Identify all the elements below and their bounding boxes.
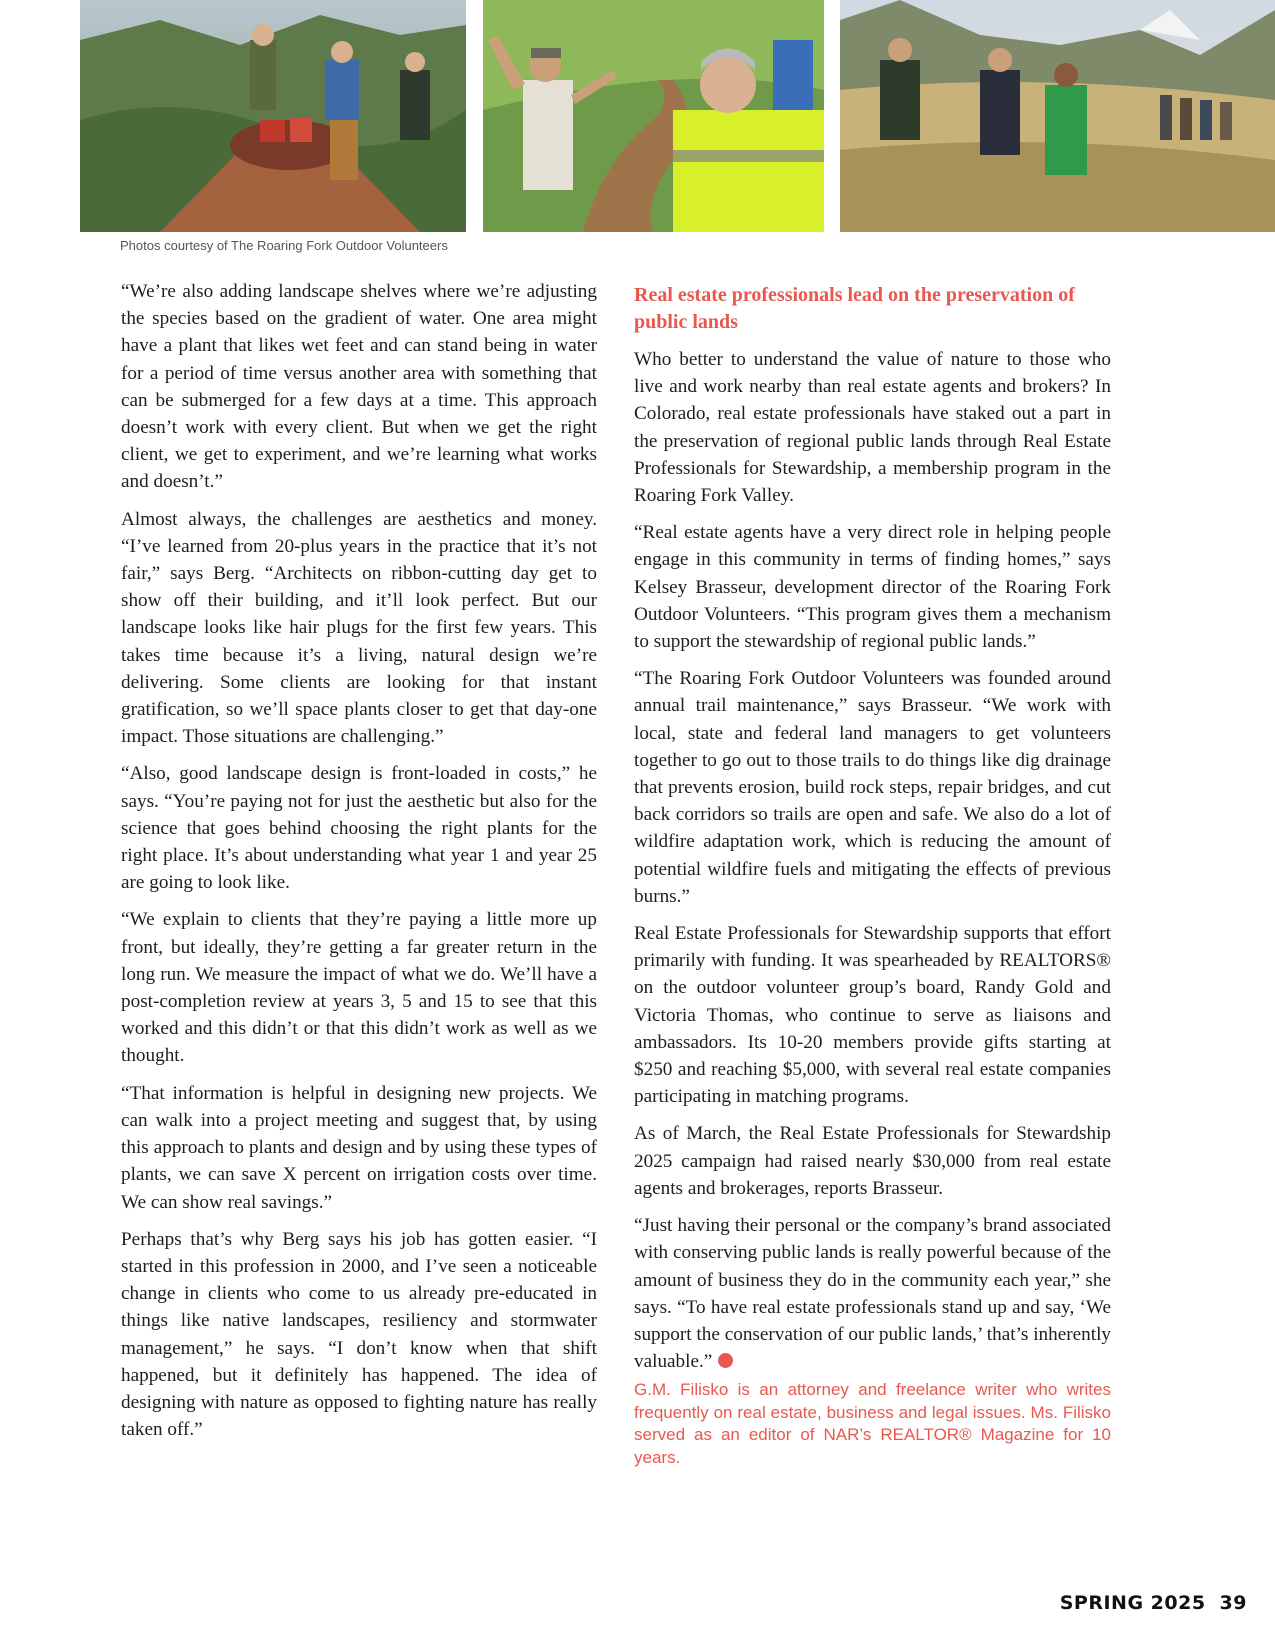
body-paragraph: Who better to understand the value of nature to those who live and work nearby than real estate agents and brokers? In Colorado, real estate professionals have staked out a part in the preservation of regional public lands through Real Estate Professionals for Stewardship, a membership program in the Roaring Fork Valley. <box>634 349 1111 507</box>
section-heading: Real estate professionals lead on the preservation of public lands <box>634 284 1075 333</box>
photo-meadow-hikers <box>840 0 1275 232</box>
closing-text: “Just having their personal or the company’s brand associated with conserving public lands is really powerful because of the amount of business they do in the community each year,” she says. “To have real estate professionals stand up and say, ‘We support the conservation of our public lands,’ that’s inherently valuable.” <box>634 1215 1111 1373</box>
page-folio <box>1060 1592 1247 1614</box>
issue-label: SPRING 2025 <box>1059 1592 1206 1614</box>
body-paragraph: Real Estate Professionals for Stewardship supports that effort primarily with funding. It was spearheaded by REALTORS® on the outdoor volunteer group’s board, Randy Gold and Victoria Thomas, who continue to serve as liaisons and ambassadors. Its 10-20 members provide gifts starting at $250 and reaching $5,000, with several real estate companies participating in matching programs. <box>634 923 1111 1108</box>
body-paragraph: Almost always, the challenges are aesthetics and money. “I’ve learned from 20-plus years in the practice that it’s not fair,” says Berg. “Architects on ribbon-cutting day get to show off their building, and it’ll look perfect. But our landscape looks like hair plugs for the first few years. This takes time because it’s a living, natural design we’re delivering. Some clients are looking for that instant gratification, so we’ll space plants closer to get that day-one impact. Those situations are challenging.” <box>121 508 597 748</box>
body-paragraph: As of March, the Real Estate Professionals for Stewardship 2025 campaign had raised nearly $30,000 from real estate agents and brokerages, reports Brasseur. <box>634 1123 1111 1199</box>
photo-trail-wheelbarrow <box>80 0 466 232</box>
photo-caption: Photos courtesy of The Roaring Fork Outdoor Volunteers <box>120 238 448 253</box>
page-number: 39 <box>1219 1592 1247 1614</box>
body-paragraph: “We explain to clients that they’re paying a little more up front, but ideally, they’re getting a far greater return in the long run. We measure the impact of what we do. We’ll have a post-completion review at years 3, 5 and 15 to see that this worked and this didn’t or that this didn’t work as well as we thought. <box>121 909 597 1067</box>
body-paragraph: “Real estate agents have a very direct role in helping people engage in this community in terms of finding homes,” says Kelsey Brasseur, development director of the Roaring Fork Outdoor Volunteers. “This program gives them a mechanism to support the stewardship of regional public lands.” <box>634 522 1111 653</box>
body-paragraph: Perhaps that’s why Berg says his job has gotten easier. “I started in this profession in 2000, and I’ve seen a noticeable change in clients who come to us already pre-educated in things like native landscapes, resiliency and stormwater management,” he says. “I don’t know when that shift happened, but it definitely has happened. The idea of designing with nature as opposed to fighting nature has really taken off.” <box>121 1228 597 1441</box>
end-mark-icon <box>718 1353 733 1368</box>
left-column <box>121 278 597 1453</box>
body-paragraph: “We’re also adding landscape shelves where we’re adjusting the species based on the gradient of water. One area might have a plant that likes wet feet and can stand being in water for a period of time versus another area with something that can be submerged for a few days at a time. This approach doesn’t work with every client. But when we get the right client, we get to experiment, and we’re learning what works and doesn’t.” <box>121 281 597 493</box>
author-bio: G.M. Filisko is an attorney and freelance writer who writes frequently on real estate, business and legal issues. Ms. Filisko served as an editor of NAR’s REALTOR® Magazine for 10 years. <box>634 1380 1111 1467</box>
body-paragraph: “Also, good landscape design is front-loaded in costs,” he says. “You’re paying not for just the aesthetic but also for the science that goes behind choosing the right plants for the right place. It’s about understanding what year 1 and year 25 are going to look like. <box>121 763 597 894</box>
body-paragraph: “The Roaring Fork Outdoor Volunteers was founded around annual trail maintenance,” says Brasseur. “We work with local, state and federal land managers to get volunteers together to go out to those trails to do things like dig drainage that prevents erosion, build rock steps, repair bridges, and cut back corridors so trails are open and safe. We also do a lot of wildfire adaptation work, which is reducing the amount of potential wildfire fuels and mitigating the effects of previous burns.” <box>634 668 1111 907</box>
photo-trail-guide <box>483 0 824 232</box>
closing-paragraph <box>634 1212 1111 1375</box>
body-paragraph: “That information is helpful in designing new projects. We can walk into a project meeting and suggest that, by using this approach to plants and design and by using these types of plants, we can save X percent on irrigation costs over time. We can show real savings.” <box>121 1082 597 1213</box>
right-column <box>634 278 1111 1469</box>
